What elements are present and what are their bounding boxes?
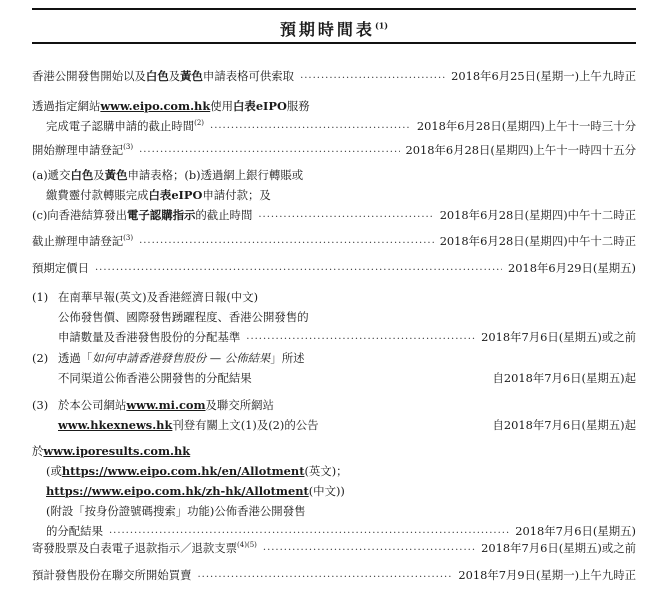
title-footnote: (1) [374, 20, 389, 31]
timetable-entry-price-determination [32, 258, 636, 278]
entry-label-continued: 申請數量及香港發售股份的分配基準 [58, 330, 241, 344]
leader-dots [246, 327, 475, 347]
leader-dots [95, 258, 502, 278]
leader-dots [258, 205, 433, 225]
leader-dots [197, 565, 452, 585]
entry-label: 開始辦理申請登記$^{(3)}$ [32, 143, 134, 157]
allotment-zh-link[interactable]: https://www.eipo.com.hk/zh-hk/Allotment [46, 484, 309, 498]
entry-label: 香港公開發售開始以及白色及黃色申請表格可供索取 [32, 69, 295, 83]
leader-dots [139, 140, 399, 160]
entry-label-continued: (或https://www.eipo.com.hk/en/Allotment(英文)； [46, 464, 348, 478]
entry-label-continued: 繳費靈付款轉賬完成白表eIPO申請付款；及 [46, 188, 271, 202]
leader-dots [210, 116, 411, 136]
timetable-entry-allocation-results [32, 441, 636, 541]
leader-dots [300, 66, 445, 86]
entry-label: 預期定價日 [32, 261, 89, 275]
entry-label-continued: (附設「按身份證號碼搜索」功能)公佈香港公開發售 [46, 504, 306, 518]
entry-label-continued: https://www.eipo.com.hk/zh-hk/Allotment(中文)) [46, 484, 345, 498]
timetable-entry-application-deadline [32, 165, 636, 225]
timetable-entry-registration-open [32, 140, 636, 160]
entry-date: 2018年6月28日(星期四)中午十二時正 [439, 234, 636, 248]
timetable-entry-eipo-deadline [32, 96, 636, 136]
entry-label-continued: (c)向香港結算發出電子認購指示的截止時間 [32, 208, 253, 222]
entry-label-continued: 不同渠道公佈香港公開發售的分配結果 [58, 371, 252, 385]
company-website-link[interactable]: www.mi.com [126, 398, 206, 412]
entry-label: (a)遞交白色及黃色申請表格；(b)透過網上銀行轉賬或 [32, 168, 304, 182]
entry-date: 自2018年7月6日(星期五)起 [492, 371, 636, 385]
entry-date: 2018年7月6日(星期五)或之前 [481, 541, 636, 555]
entry-date: 2018年6月28日(星期四)中午十二時正 [439, 208, 636, 222]
timetable-entry-offer-start [32, 66, 636, 86]
entry-label: 寄發股票及白表電子退款指示／退款支票$^{(4)(5)}$ [32, 541, 257, 555]
eipo-website-link[interactable]: www.eipo.com.hk [100, 99, 211, 113]
entry-date: 2018年7月9日(星期一)上午九時正 [458, 568, 636, 582]
entry-label-continued: www.hkexnews.hk刊登有關上文(1)及(2)的公告 [58, 418, 319, 432]
entry-label: (3) 於本公司網站www.mi.com及聯交所網站 [32, 398, 274, 412]
timetable-entry-registration-close [32, 231, 636, 251]
leader-dots [139, 231, 434, 251]
entry-label: 透過指定網站www.eipo.com.hk使用白表eIPO服務 [32, 99, 310, 113]
entry-date: 2018年6月28日(星期四)上午十一時三十分 [416, 119, 636, 133]
entry-label: 截止辦理申請登記$^{(3)}$ [32, 234, 134, 248]
schedule-header [32, 8, 636, 44]
entry-date: 自2018年7月6日(星期五)起 [492, 418, 636, 432]
entry-date: 2018年7月6日(星期五) [515, 524, 636, 538]
entry-label: 預計發售股份在聯交所開始買賣 [32, 568, 192, 582]
entry-date: 2018年6月28日(星期四)上午十一時四十五分 [405, 143, 636, 157]
timetable-entry-dispatch-certificates [32, 538, 636, 558]
leader-dots [263, 538, 475, 558]
allotment-en-link[interactable]: https://www.eipo.com.hk/en/Allotment [61, 464, 305, 478]
timetable-entry-allocation-channels [32, 348, 636, 388]
entry-label: 於www.iporesults.com.hk [32, 444, 191, 458]
timetable-entry-dealings-commence [32, 565, 636, 585]
entry-date: 2018年6月29日(星期五) [508, 261, 636, 275]
iporesults-link[interactable]: www.iporesults.com.hk [43, 444, 191, 458]
entry-label: (2) 透過「如何申請香港發售股份 — 公佈結果」所述 [32, 351, 305, 365]
entry-date: 2018年7月6日(星期五)或之前 [481, 330, 636, 344]
hkexnews-link[interactable]: www.hkexnews.hk [58, 418, 173, 432]
entry-label-continued: 完成電子認購申請的截止時間$^{(2)}$ [46, 119, 205, 133]
timetable-entry-website-announcement [32, 395, 636, 435]
entry-label-continued: 的分配結果 [46, 524, 103, 538]
page-title: 預期時間表$^{(1)}$ [279, 20, 389, 39]
entry-label: (1) 在南華早報(英文)及香港經濟日報(中文) [32, 290, 259, 304]
timetable-entry-announcement-newspapers [32, 287, 636, 347]
entry-label-continued: 公佈發售價、國際發售踴躍程度、香港公開發售的 [58, 310, 309, 324]
entry-date: 2018年6月25日(星期一)上午九時正 [451, 69, 636, 83]
